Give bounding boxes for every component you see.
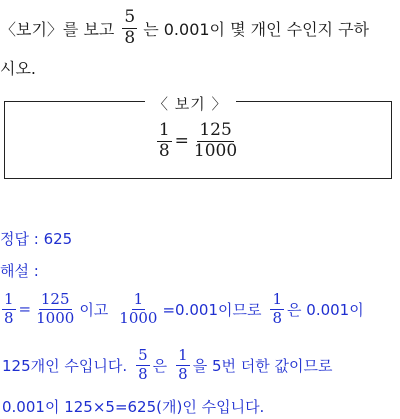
expl1-fraction-2 [34,289,76,327]
example-equation [5,122,391,161]
expl2-f2-den: 8 [178,364,188,383]
expl2-fraction-1 [136,345,150,383]
expl1-f4-den: 8 [272,308,283,327]
answer-line [0,228,72,248]
example-lhs-numerator: 1 [158,120,170,140]
explanation-line-3 [0,396,264,416]
question-text-b: 는 0.001이 몇 개인 수인지 구하 [143,19,369,39]
example-rhs-numerator: 125 [199,120,232,140]
example-equals: = [174,131,189,152]
expl1-f1-num: 1 [4,289,14,308]
example-box-title: 〈 보기 〉 [145,93,236,114]
question-text-a: 〈보기〉를 보고 [0,19,115,39]
expl1-f2-den: 1000 [36,308,75,327]
expl2-f1-den: 8 [138,364,148,383]
expl2-f2-num: 1 [178,345,188,364]
expl2-fraction-2 [176,345,190,383]
expl1-fraction-3 [117,289,159,327]
expl1-fraction-4 [270,289,284,327]
answer-label: 정답 : 625 [0,229,73,248]
expl1-f2-num: 125 [40,289,70,308]
expl3-text: 0.001이 125×5=625(개)인 수입니다. [2,397,265,416]
expl1-f3-num: 1 [133,289,144,308]
question-text-c: 시오. [0,58,36,78]
example-lhs-denominator: 8 [158,140,170,161]
expl1-f4-num: 1 [272,289,283,308]
question-fraction-numerator: 5 [124,6,136,27]
expl1-f1-den: 8 [4,308,14,327]
expl2-f1-num: 5 [138,345,148,364]
example-rhs-denominator: 1000 [193,140,238,161]
expl2-text-1: 125개인 수입니다. [2,356,128,375]
expl1-equals: = [18,300,32,318]
expl2-text-2: 은 [152,356,168,375]
question-line-2 [0,56,36,78]
expl1-f3-den: 1000 [119,308,158,327]
question-fraction [122,6,137,48]
expl2-text-3: 을 5번 더한 값이므로 [192,356,333,375]
example-fraction-rhs [192,122,239,161]
expl1-text-2: =0.001이므로 [162,300,262,319]
explanation-line-1 [0,286,364,332]
expl1-text-3: 은 0.001이 [287,300,364,319]
example-fraction-lhs [157,122,172,161]
question-line-1 [0,8,369,48]
explanation-label-line [0,260,39,280]
expl1-fraction-1 [2,289,16,327]
explanation-label: 해설 : [0,261,39,280]
expl1-text-1: 이고 [79,300,109,319]
question-fraction-denominator: 8 [124,27,136,48]
explanation-line-2 [0,342,332,388]
